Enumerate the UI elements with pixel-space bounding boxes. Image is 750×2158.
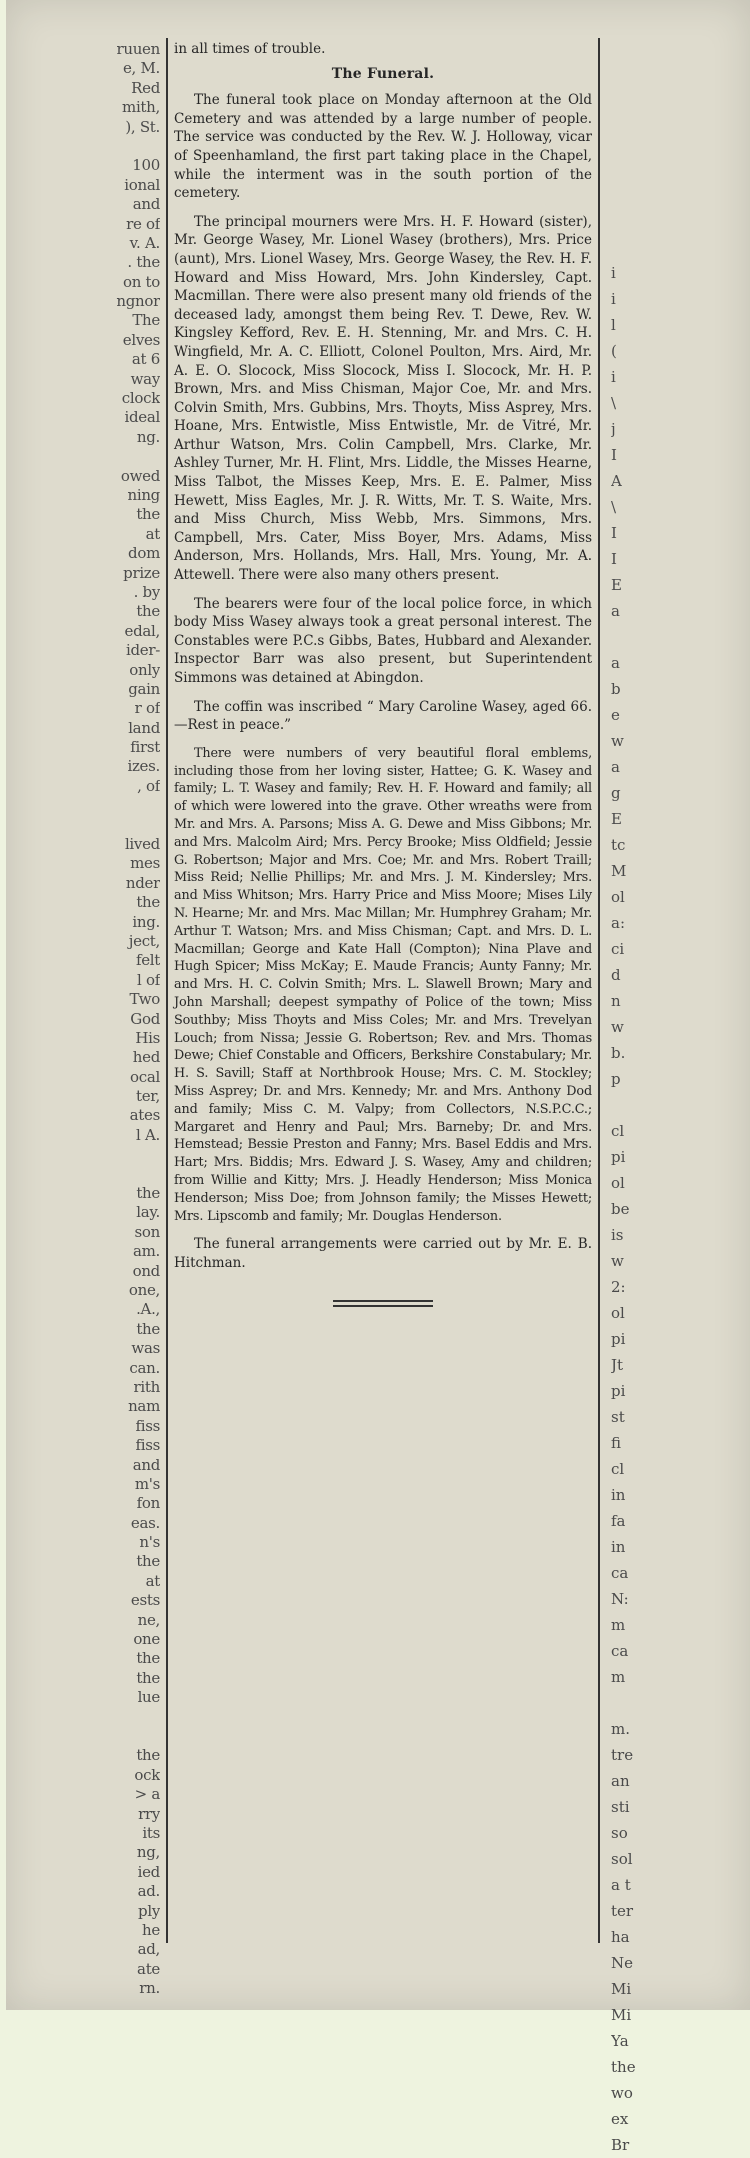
right-column-line: fa	[611, 1512, 626, 1530]
left-column-line: eas.	[130, 1513, 160, 1532]
left-column-line: ngnor	[116, 292, 160, 311]
right-column-line: E	[611, 576, 622, 594]
left-column-line: one,	[128, 1281, 160, 1299]
left-column-line: ests	[130, 1591, 160, 1610]
right-column-line: ol	[611, 888, 625, 906]
column-rule-left	[166, 38, 168, 1943]
left-column-line: its	[142, 1823, 160, 1842]
left-column-line: at	[145, 1571, 160, 1590]
left-column-line: ), St.	[125, 117, 160, 136]
right-column-line: sti	[611, 1798, 630, 1816]
right-column-line: E	[611, 810, 622, 828]
right-column-line: \	[611, 498, 617, 516]
right-column-line: Ne	[611, 1954, 634, 1972]
left-column-line: fiss	[135, 1436, 160, 1455]
right-column-line: cl	[611, 1460, 625, 1478]
left-column-line: only	[129, 660, 160, 679]
right-column-line: pi	[611, 1330, 626, 1348]
right-column-line: ex	[611, 2110, 629, 2128]
left-column-line: ied	[137, 1862, 160, 1881]
left-column-line: ning	[127, 485, 160, 504]
left-column-line: son	[134, 1222, 160, 1241]
right-column-line: w	[611, 732, 624, 750]
right-column-line: in	[611, 1538, 626, 1556]
left-column-line: at 6	[131, 350, 160, 369]
left-column-line: clock	[121, 389, 160, 408]
right-column-fragments	[611, 260, 651, 2158]
right-column-line: ol	[611, 1304, 625, 1322]
left-column-line: m's	[134, 1474, 160, 1493]
opening-line: in all times of trouble.	[174, 41, 326, 57]
left-column-line: 100	[132, 156, 160, 175]
left-column-line	[88, 447, 160, 466]
right-column-line: i	[611, 290, 616, 308]
right-column-line: be	[611, 1200, 630, 1218]
left-column-line: l A.	[136, 1125, 160, 1144]
left-column-line: fon	[136, 1494, 160, 1513]
right-column-line: wo	[611, 2084, 633, 2102]
left-column-line: . by	[133, 582, 160, 601]
left-column-line: ing.	[132, 912, 160, 931]
left-column-line: first	[130, 738, 160, 757]
right-column-line: ci	[611, 940, 625, 958]
left-column-line: ject,	[128, 931, 160, 950]
left-column-line: n's	[139, 1533, 160, 1552]
right-column-line: j	[611, 420, 616, 438]
left-column-line: am.	[132, 1242, 160, 1261]
left-column-line: owed	[120, 466, 160, 485]
right-column-line	[611, 1092, 651, 1118]
left-column-line	[88, 1145, 160, 1164]
right-column-line: M	[611, 862, 627, 880]
paragraph-floral-emblems: There were numbers of very beautiful floral emblems, including those from her loving sister, Hattee; G. K. Wasey and family; L. T. Wasey and family; Rev. H. F. Howard and family; all of which were lowered into the grave. Other wreaths were from Mr. and Mrs. A. Parsons; Miss A. G. Dewe and Miss Gibbons; Mr. and Mrs. Malcolm Aird; Mrs. Percy Brooke; Miss Oldfield; Jessie G. Robertson; Major and Mrs. Coe; Mr. and Mrs. Robert Traill; Miss Reid; Nellie Phillips; Mr. and Mrs. J. M. Kindersley; Mrs. and Miss Whitson; Mrs. Harry Price and Miss Moore; Mises Lily N. Hearne; Mr. and Mrs. Mac Millan; Mr. Humphrey Graham; Mr. Arthur T. Watson; Mrs. and Miss Chisman; Capt. and Mrs. D. L. Macmillan; George and Kate Hall (Compton); Nina Plave and Hugh Spicer; Miss McKay; E. Maude Francis; Aunty Fanny; Mr. and Mrs. H. C. Colvin Smith; Mrs. L. Slawell Brown; Mary and John Marshall; deepest sympathy of Police of the town; Miss Southby; Miss Thoyts and Miss Coles; Mr. and Mrs. Trevelyan Louch; from Nissa; Jessie G. Robertson; Rev. and Mrs. Thomas Dewe; Chief Constable and Officers, Berkshire Constabulary; Mr. H. S. Savill; Staff at Northbrook House; Mrs. C. M. Stockley; Miss Asprey; Dr. and Mrs. Kennedy; Mr. and Mrs. Anthony Dod and family; Miss C. M. Valpy; from Collectors, N.S.P.C.C.; Margaret and Henry and Paul; Mrs. Barneby; Dr. and Mrs. Hemstead; Bessie Preston and Fanny; Mrs. Basel Eddis and Mrs. Hart; Mrs. Biddis; Mrs. Edward J. S. Wasey, Amy and children; from Willie and Kitty; Mrs. J. Headly Henderson; Miss Monica Henderson; Miss Doe; from Johnson family; the Misses Hewett; Mrs. Lipscomb and family; Mr. Douglas Henderson.	[174, 745, 592, 1224]
right-column-line: I	[611, 446, 617, 464]
left-column-line: ocal	[130, 1067, 160, 1086]
left-column-line: ng.	[136, 427, 160, 446]
left-column-line: v. A.	[129, 233, 160, 252]
left-column-line: edal,	[124, 621, 160, 640]
right-column-line: a:	[611, 914, 625, 932]
left-column-line: rry	[138, 1804, 160, 1823]
left-column-line: .A.,	[136, 1300, 160, 1319]
column-rule-right	[598, 38, 600, 1943]
right-column-line: pi	[611, 1148, 626, 1166]
right-column-line: g	[611, 784, 621, 802]
left-column-line: the	[136, 893, 160, 912]
left-column-line: prize	[123, 563, 160, 582]
right-column-line: a	[611, 654, 620, 672]
right-column-line: i	[611, 264, 616, 282]
left-column-line: The	[132, 311, 160, 330]
end-rule	[333, 1300, 433, 1307]
left-column-line: gain	[128, 679, 160, 698]
left-column-line: . the	[127, 253, 160, 272]
left-column-line: the	[136, 602, 160, 621]
right-column-line: Br	[611, 2136, 630, 2154]
left-column-line: Red	[131, 78, 160, 97]
right-column-line: 2:	[611, 1278, 626, 1296]
left-column-line: ional	[124, 175, 160, 194]
left-column-line: the	[136, 1649, 160, 1668]
right-column-line: the	[611, 2058, 636, 2076]
left-column-line: ates	[129, 1106, 160, 1125]
left-column-line: the	[136, 505, 160, 524]
left-column-line	[88, 1165, 160, 1184]
left-column-line: the	[136, 1668, 160, 1687]
left-column-line: ng,	[136, 1843, 160, 1862]
left-column-line: ne,	[137, 1610, 160, 1629]
right-column-line: n	[611, 992, 621, 1010]
left-column-line: at	[145, 524, 160, 543]
left-column-line: e, M.	[122, 59, 160, 78]
funeral-article	[174, 40, 592, 1310]
left-column-line: on to	[122, 272, 160, 291]
left-column-line: ideal	[124, 408, 160, 427]
left-column-line: ter,	[136, 1087, 160, 1106]
right-column-line: A	[611, 472, 622, 490]
right-column-line: pi	[611, 1382, 626, 1400]
right-column-line: an	[611, 1772, 630, 1790]
left-column-line: the	[136, 1552, 160, 1571]
right-column-line: I	[611, 524, 617, 542]
left-column-line: His	[135, 1028, 160, 1047]
right-column-line: a t	[611, 1876, 631, 1894]
right-column-line: b	[611, 680, 621, 698]
left-column-line: ond	[132, 1261, 160, 1280]
right-column-line: w	[611, 1018, 624, 1036]
left-column-line: mes	[130, 854, 160, 873]
left-column-line: the	[136, 1184, 160, 1203]
left-column-line: rith	[133, 1377, 160, 1396]
right-column-line: m.	[611, 1720, 630, 1738]
left-column-line: > a	[134, 1785, 160, 1804]
right-column-line: is	[611, 1226, 624, 1244]
newspaper-clipping	[6, 0, 750, 2154]
left-column-line: elves	[122, 330, 160, 349]
right-column-line	[611, 624, 651, 650]
left-column-line: ruuen	[116, 40, 160, 58]
right-column-line: ha	[611, 1928, 630, 1946]
right-column-line: Mi	[611, 1980, 632, 1998]
right-column-line: e	[611, 706, 620, 724]
right-column-line: m	[611, 1616, 626, 1634]
right-column-line: tre	[611, 1746, 634, 1764]
right-column-line: cl	[611, 1122, 625, 1140]
left-column-line: one	[133, 1630, 160, 1649]
left-column-line: fiss	[135, 1416, 160, 1435]
right-column-line: st	[611, 1408, 625, 1426]
paragraph-coffin: The coffin was inscribed “ Mary Caroline Wasey, aged 66.—Rest in peace.”	[174, 698, 592, 734]
right-column-line: m	[611, 1668, 626, 1686]
left-column-line: l of	[137, 970, 160, 989]
right-column-line: a	[611, 758, 620, 776]
left-column-line: ply	[138, 1901, 160, 1920]
left-column-line: ate	[137, 1959, 160, 1978]
left-column-line: the	[136, 1746, 160, 1765]
left-column-line: r of	[134, 699, 160, 718]
right-column-line: d	[611, 966, 621, 984]
left-column-line: he	[142, 1920, 160, 1939]
paragraph-mourners: The principal mourners were Mrs. H. F. Howard (sister), Mr. George Wasey, Mr. Lionel Wasey (brothers), Mrs. Price (aunt), Mrs. Lionel Wasey, Mrs. George Wasey, the Rev. H. F. Howard and Miss Howard, Mrs. John Kindersley, Capt. Macmillan. There were also present many old friends of the deceased lady, amongst them being Rev. T. Dewe, Rev. W. Kingsley Kefford, Rev. E. H. Stenning, Mr. and Mrs. C. H. Wingfield, Mr. A. C. Elliott, Colonel Poulton, Mrs. Aird, Mr. A. E. O. Slocock, Miss Slocock, Miss I. Slocock, Mr. H. P. Brown, Mrs. and Miss Chisman, Major Coe, Mr. and Mrs. Colvin Smith, Mrs. Gubbins, Mrs. Thoyts, Miss Asprey, Mrs. Hoane, Mrs. Entwistle, Miss Entwistle, Mr. de Vitré, Mr. Arthur Watson, Mrs. Colin Campbell, Mrs. Clarke, Mr. Ashley Turner, Mr. H. Flint, Mrs. Liddle, the Misses Hearne, Miss Talbot, the Misses Keep, Mrs. E. E. Palmer, Miss Hewett, Miss Eagles, Mr. J. R. Witts, Mr. T. S. Waite, Mrs. and Miss Church, Miss Webb, Mrs. Simmons, Mrs. Campbell, Mrs. Cater, Miss Boyer, Mrs. Adams, Miss Anderson, Mrs. Hollands, Mrs. Hall, Mrs. Young, Mr. A. Attewell. There were also many others present.	[174, 213, 592, 584]
left-column-line: ider-	[125, 641, 160, 660]
left-column-line: lay.	[136, 1203, 160, 1222]
left-column-line: , of	[137, 776, 160, 795]
left-column-line: lue	[137, 1688, 160, 1707]
right-column-line: \	[611, 394, 617, 412]
left-column-line: re of	[126, 214, 160, 233]
right-column-line: a	[611, 602, 620, 620]
paragraph-bearers: The bearers were four of the local police force, in which body Miss Wasey always took a great personal interest. The Constables were P.C.s Gibbs, Bates, Hubbard and Alexander. Inspector Barr was also present, but Superintendent Simmons was detained at Abingdon.	[174, 595, 592, 686]
paragraph-service: The funeral took place on Monday afternoon at the Old Cemetery and was attended by a large number of people. The service was conducted by the Rev. W. J. Holloway, vicar of Speenhamland, the first part taking place in the Chapel, while the interment was in the south portion of the cemetery.	[174, 92, 592, 202]
right-column-line	[611, 1690, 651, 1716]
left-column-line: land	[128, 718, 160, 737]
left-column-line: hed	[132, 1048, 160, 1067]
right-column-line: p	[611, 1070, 621, 1088]
left-column-line: rn.	[139, 1979, 160, 1998]
left-column-line: ad,	[137, 1940, 160, 1959]
left-column-line	[88, 137, 160, 156]
left-column-line	[88, 816, 160, 835]
right-column-line: fi	[611, 1434, 622, 1452]
left-column-line	[88, 1708, 160, 1727]
right-column-line: Mi	[611, 2006, 632, 2024]
right-column-line: N:	[611, 1590, 629, 1608]
right-column-line: w	[611, 1252, 624, 1270]
left-column-line	[88, 1727, 160, 1746]
right-column-line: tc	[611, 836, 626, 854]
right-column-line: ca	[611, 1642, 629, 1660]
left-column-line: the	[136, 1319, 160, 1338]
left-column-line: ad.	[137, 1882, 160, 1901]
left-column-line: felt	[135, 951, 160, 970]
right-column-line: i	[611, 368, 616, 386]
left-column-line: can.	[129, 1358, 160, 1377]
left-column-line: Two	[129, 990, 160, 1009]
left-column-line: way	[130, 369, 160, 388]
right-column-line: I	[611, 550, 617, 568]
right-column-line: Ya	[611, 2032, 629, 2050]
right-column-line: ca	[611, 1564, 629, 1582]
right-column-line: b.	[611, 1044, 626, 1062]
right-column-line: sol	[611, 1850, 633, 1868]
left-column-line: and	[132, 1455, 160, 1474]
left-column-line	[88, 796, 160, 815]
left-column-line: nam	[128, 1397, 160, 1416]
left-column-line: and	[132, 195, 160, 214]
left-column-line: izes.	[127, 757, 160, 776]
right-column-line: in	[611, 1486, 626, 1504]
right-column-line: (	[611, 342, 617, 360]
left-column-line: mith,	[122, 98, 160, 117]
right-column-line: Jt	[611, 1356, 624, 1374]
left-column-line: dom	[128, 544, 160, 563]
paragraph-arrangements: The funeral arrangements were carried out by Mr. E. B. Hitchman.	[174, 1236, 592, 1271]
left-column-line: nder	[125, 873, 160, 892]
article-heading: The Funeral.	[331, 65, 435, 82]
right-column-line: ter	[611, 1902, 634, 1920]
left-column-line: ock	[134, 1765, 160, 1784]
right-column-line: l	[611, 316, 616, 334]
left-column-line: was	[131, 1339, 160, 1358]
right-column-line: so	[611, 1824, 628, 1842]
left-column-line: lived	[124, 835, 160, 854]
right-column-line: ol	[611, 1174, 625, 1192]
left-column-fragments	[88, 40, 160, 1998]
left-column-line: God	[130, 1009, 160, 1028]
